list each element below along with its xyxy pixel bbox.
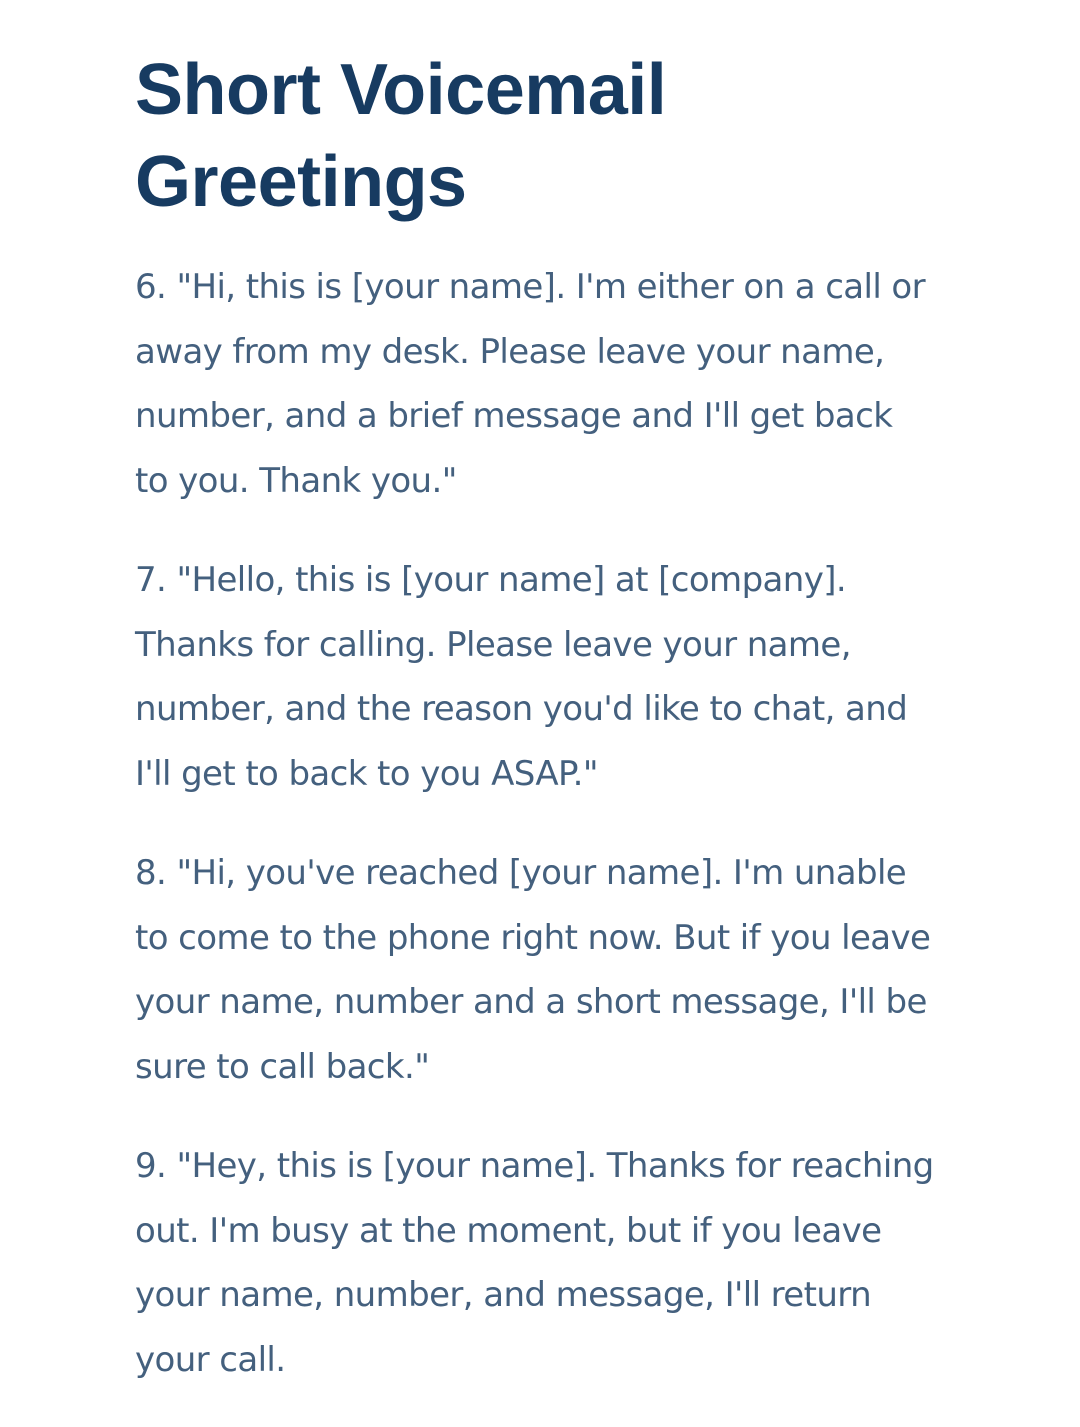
- greeting-line: number, and a brief message and I'll get back: [135, 396, 893, 436]
- greeting-line: number, and the reason you'd like to chat, and: [135, 689, 908, 729]
- greeting-paragraph-9: [135, 1134, 1025, 1392]
- greeting-paragraph-8: [135, 841, 1025, 1099]
- greeting-line: I'll get to back to you ASAP.": [135, 753, 598, 794]
- greeting-line: to come to the phone right now. But if you leave: [135, 917, 931, 958]
- greeting-line: 8. "Hi, you've reached [your name]. I'm unable: [135, 853, 907, 893]
- greeting-line: out. I'm busy at the moment, but if you leave: [135, 1210, 882, 1251]
- page-title: [135, 44, 1025, 228]
- greeting-line: your name, number and a short message, I'll be: [135, 982, 927, 1022]
- greeting-line: 9. "Hey, this is [your name]. Thanks for reaching: [135, 1146, 934, 1186]
- greeting-paragraph-6: [135, 255, 1025, 513]
- greeting-line: sure to call back.": [135, 1046, 430, 1087]
- greeting-line: 7. "Hello, this is [your name] at [company].: [135, 560, 847, 600]
- greeting-line: your call.: [135, 1339, 286, 1380]
- greeting-line: your name, number, and message, I'll return: [135, 1275, 872, 1315]
- page-title-line-1: Short Voicemail: [135, 50, 667, 130]
- greeting-line: to you. Thank you.": [135, 460, 457, 501]
- greeting-line: Thanks for calling. Please leave your name,: [135, 624, 851, 665]
- greeting-paragraph-7: [135, 548, 1025, 806]
- greeting-line: away from my desk. Please leave your name,: [135, 331, 885, 372]
- article-content: [135, 44, 1025, 1427]
- greeting-line: 6. "Hi, this is [your name]. I'm either on a call or: [135, 267, 926, 307]
- page-title-line-2: Greetings: [135, 142, 467, 222]
